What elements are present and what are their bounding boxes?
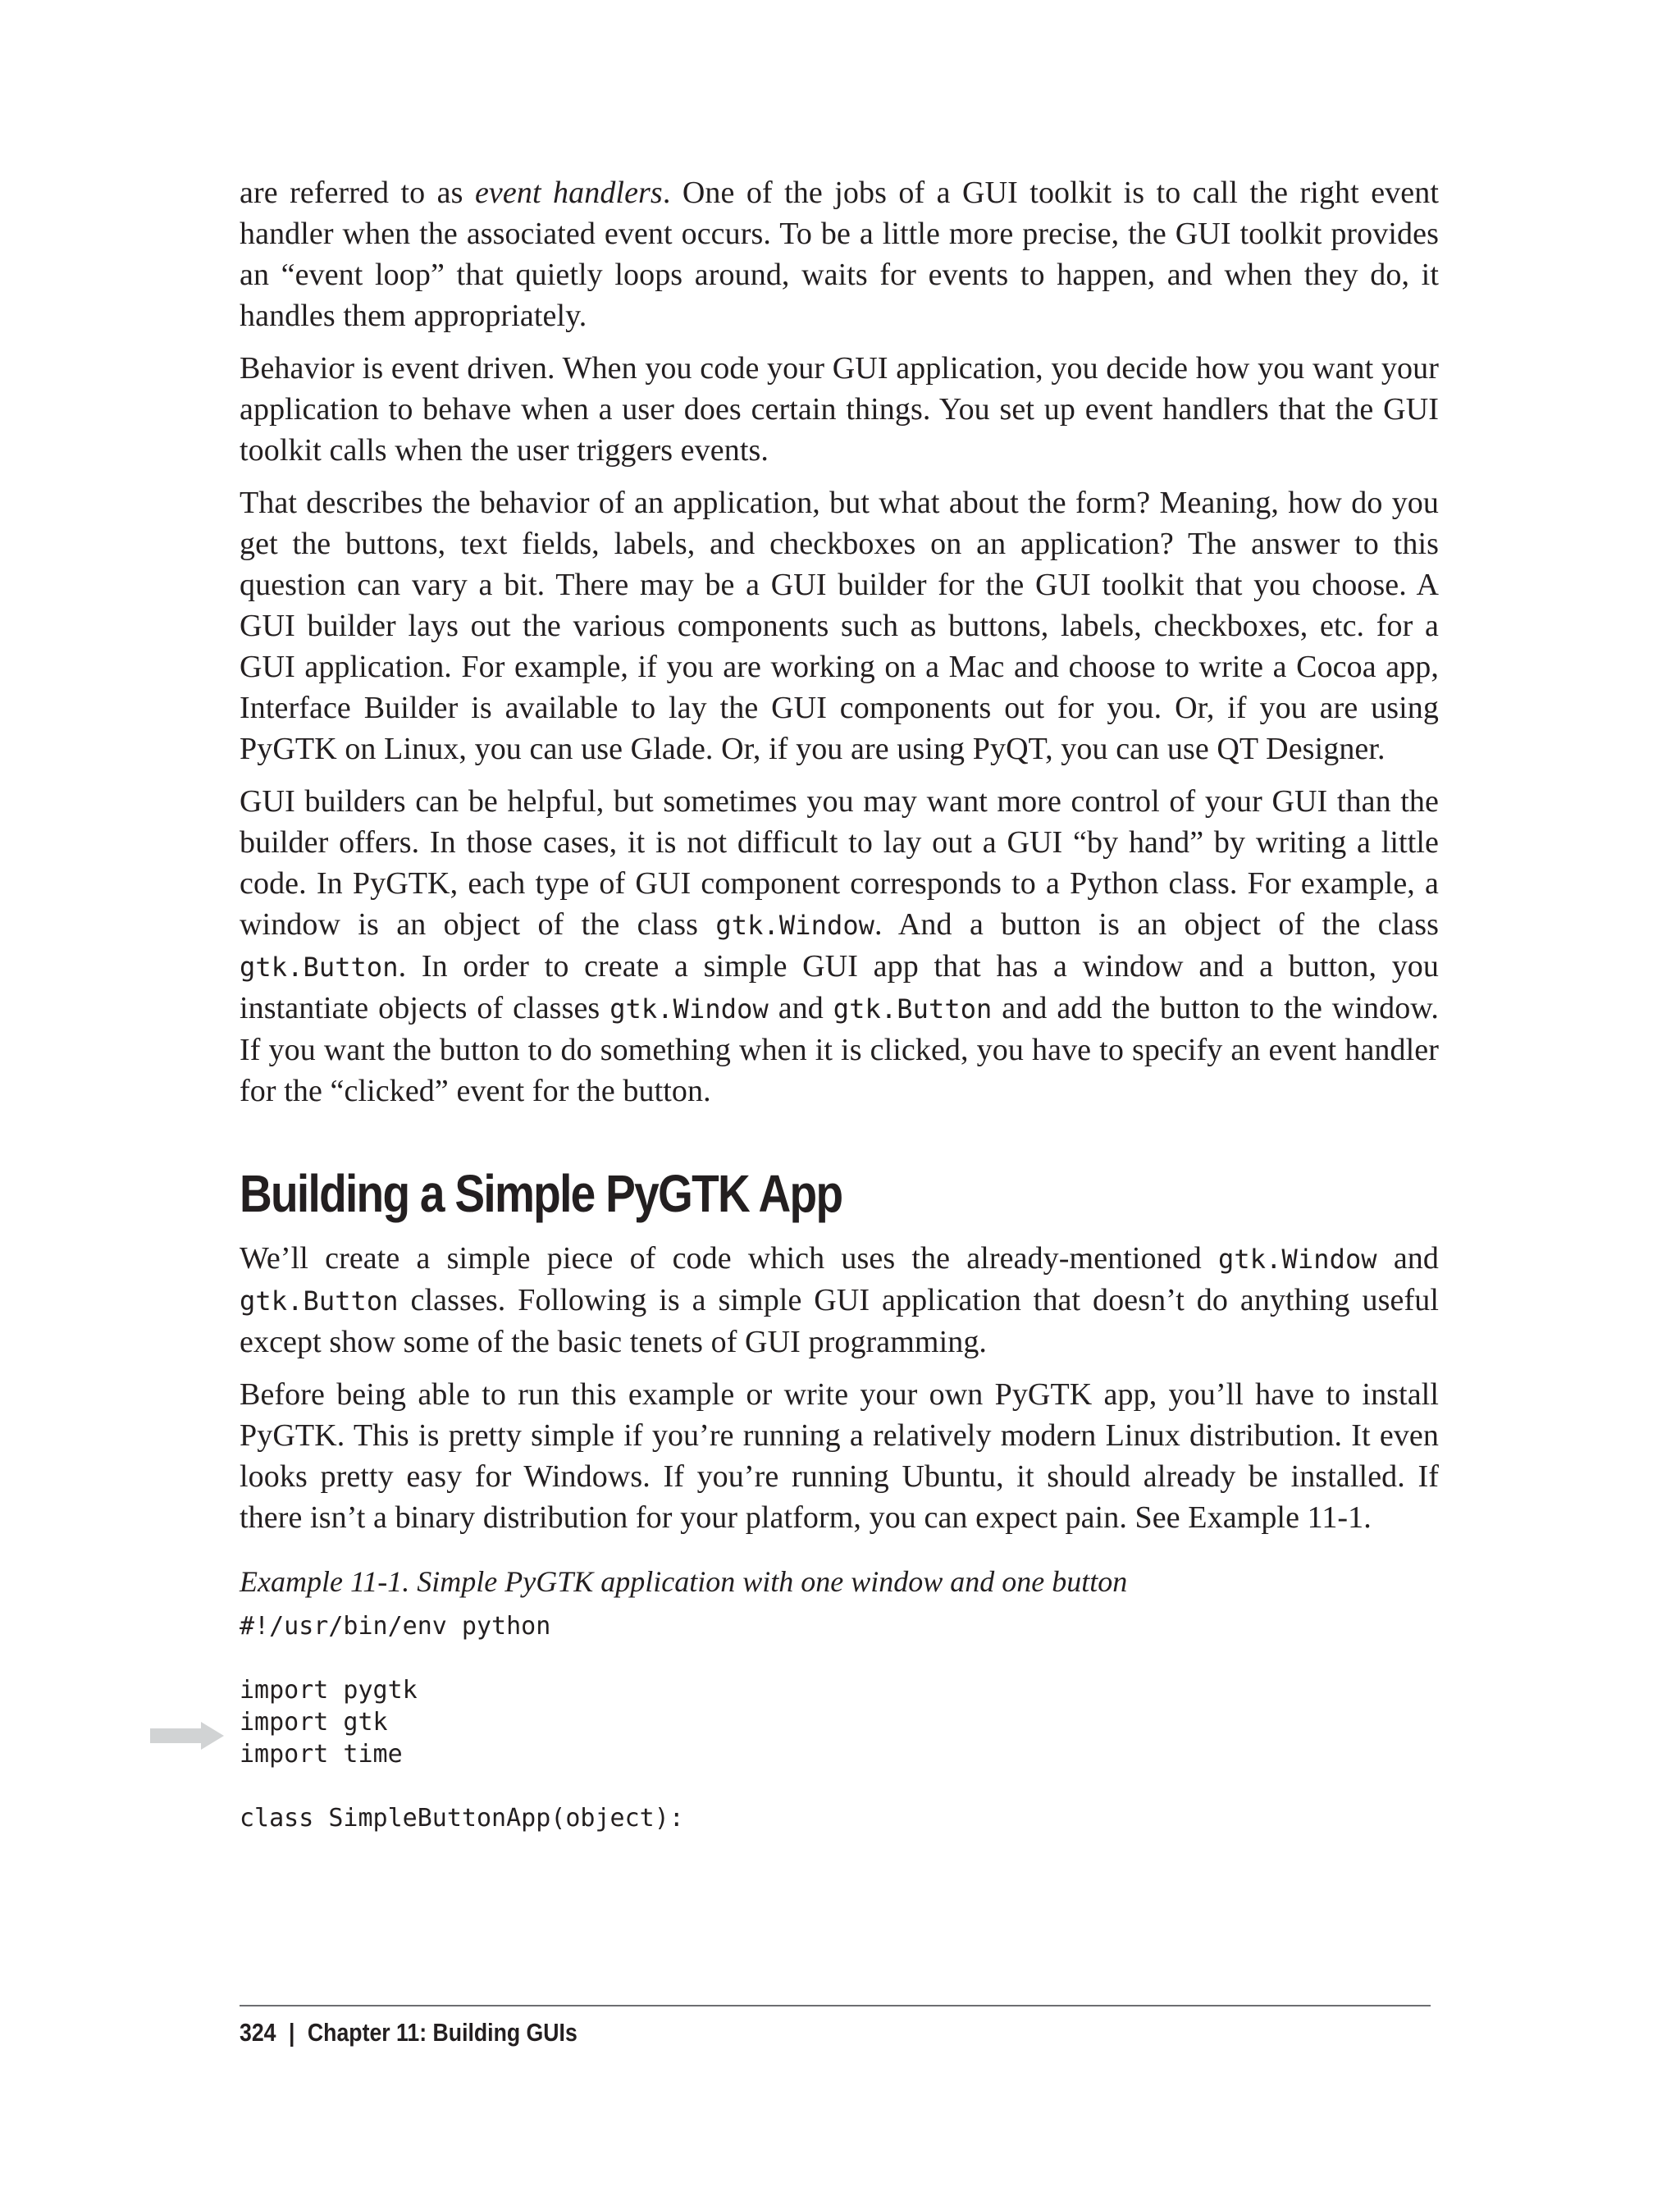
paragraph-behavior: Behavior is event driven. When you code your GUI application, you decide how you want your application to behave when a user does certain things. You set up event handlers that the GUI toolkit calls when the user triggers events. [240,351,1439,468]
chapter-title: Chapter 11: Building GUIs [307,2018,578,2047]
paragraph-gui-builders: GUI builders can be helpful, but sometimes you may want more control of your GUI than the builder offers. In those cases, it is not difficult to lay out a GUI “by hand” by writing a little code. In PyGTK, each type of GUI component corresponds to a Python class. For example, a window is an object of the class gtk.Window. And a button is an object of the class gtk.Button. In order to create a simple GUI app that has a window and a button, you instantiate objects of classes gtk.Window and gtk.Button and add the button to the window. If you want the button to do something when it is clicked, you have to specify an event handler for the “clicked” event for the button. [240,784,1439,1108]
inline-code: gtk.Button [833,993,993,1025]
footer-rule [240,2005,1431,2006]
section-heading: Building a Simple PyGTK App [240,1164,842,1223]
paragraph-form: That describes the behavior of an application, but what about the form? Meaning, how do you get the buttons, text fields, labels, and checkboxes on an application? The answer to this question can vary a bit. There may be a GUI builder for the GUI toolkit that you choose. A GUI builder lays out the various components such as buttons, labels, checkboxes, etc. for a GUI application. For example, if you are working on a Mac and choose to write a Cocoa app, Interface Builder is available to lay the GUI components out for you. Or, if you are using PyGTK on Linux, you can use Glade. Or, if you are using PyQT, you can use QT Designer. [240,486,1439,766]
inline-code: gtk.Window [715,910,875,941]
footer-separator: | [288,2018,295,2047]
page-number: 324 [240,2018,276,2047]
paragraph-intro-example: We’ll create a simple piece of code which uses the already-mentioned gtk.Window and gtk.Button classes. Following is a simple GUI application that doesn’t do anything useful except show some of the basic tenets of GUI programming. [240,1241,1439,1359]
page-content [240,172,1439,1834]
arrow-right-icon [150,1722,224,1750]
inline-code: gtk.Window [609,993,769,1025]
emphasis-event-handlers: event handlers [474,176,663,210]
paragraph-install: Before being able to run this example or write your own PyGTK app, you’ll have to install PyGTK. This is pretty simple if you’re running a relatively modern Linux distribution. It even looks pretty easy for Windows. If you’re running Ubuntu, it should already be installed. If there isn’t a binary distribution for your platform, you can expect pain. See Example 11-1. [240,1377,1439,1535]
example-caption: Example 11-1. Simple PyGTK application with one window and one button [240,1565,1128,1598]
paragraph-event-handlers: are referred to as event handlers. One of the jobs of a GUI toolkit is to call the right event handler when the associated event occurs. To be a little more precise, the GUI toolkit provides an “event loop” that quietly loops around, waits for events to happen, and when they do, it handles them appropriately. [240,176,1440,333]
inline-code: gtk.Button [240,1285,399,1317]
inline-code: gtk.Button [240,952,399,983]
code-listing: #!/usr/bin/env python import pygtk import gtk import time class SimpleButtonApp(object): [240,1612,684,1833]
page-footer [240,2015,578,2051]
inline-code: gtk.Window [1218,1244,1377,1275]
